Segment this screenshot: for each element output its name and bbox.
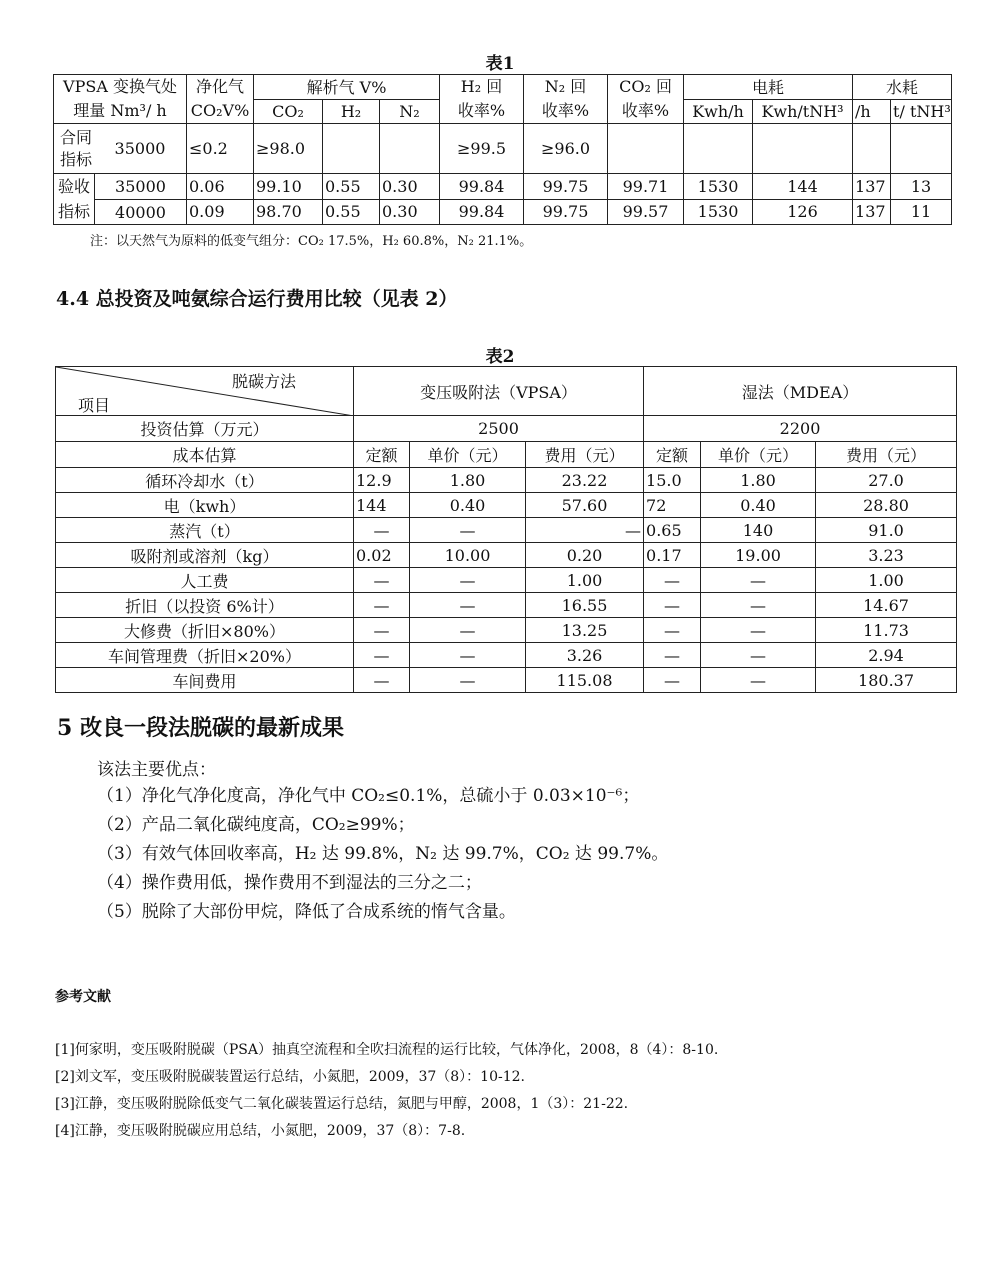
row-label: 车间费用 bbox=[56, 668, 354, 693]
table-cell: — bbox=[354, 618, 410, 643]
table-cell: 99.71 bbox=[608, 174, 684, 200]
references-title: 参考文献 bbox=[55, 989, 111, 1005]
table-cell: 10.00 bbox=[410, 543, 526, 568]
section-heading-5: 5 改良一段法脱碳的最新成果 bbox=[57, 715, 344, 741]
contract-co2v: ≤0.2 bbox=[187, 124, 254, 174]
table-cell: — bbox=[701, 593, 816, 618]
table-cell: 1.00 bbox=[816, 568, 957, 593]
vpsa-header: 变压吸附法（VPSA） bbox=[354, 367, 644, 416]
contract-label: 合同 指标 35000 bbox=[54, 124, 187, 174]
row-label: 蒸汽（t） bbox=[56, 518, 354, 543]
table-cell: 2.94 bbox=[816, 643, 957, 668]
table-cell: 140 bbox=[701, 518, 816, 543]
table-cell: 98.70 bbox=[254, 199, 323, 225]
reference-item: [4]江静，变压吸附脱碳应用总结，小氮肥，2009，37（8）：7-8. bbox=[55, 1123, 466, 1139]
table-cell: 99.84 bbox=[440, 174, 524, 200]
table-cell: 28.80 bbox=[816, 493, 957, 518]
table-cell: — bbox=[644, 643, 701, 668]
table-cell: — bbox=[354, 668, 410, 693]
table-cell: 1.00 bbox=[526, 568, 644, 593]
investment-vpsa: 2500 bbox=[354, 416, 644, 442]
table-cell: 180.37 bbox=[816, 668, 957, 693]
table-cell: 0.09 bbox=[187, 199, 254, 225]
row-label: 大修费（折旧×80%） bbox=[56, 618, 354, 643]
table-cell: — bbox=[410, 593, 526, 618]
table-cell: — bbox=[644, 668, 701, 693]
row-label: 折旧（以投资 6%计） bbox=[56, 593, 354, 618]
col-quota: 定额 bbox=[354, 442, 410, 468]
mdea-header: 湿法（MDEA） bbox=[644, 367, 957, 416]
col-quota: 定额 bbox=[644, 442, 701, 468]
table-row bbox=[54, 174, 952, 200]
table-cell: — bbox=[410, 643, 526, 668]
table-row bbox=[56, 493, 957, 518]
table-cell: — bbox=[701, 618, 816, 643]
table-cell: 13.25 bbox=[526, 618, 644, 643]
list-item: （5）脱除了大部份甲烷，降低了合成系统的惰气含量。 bbox=[97, 902, 516, 922]
table-cell: 0.65 bbox=[644, 518, 701, 543]
list-item: （1）净化气净化度高，净化气中 CO₂≤0.1%，总硫小于 0.03×10⁻⁶； bbox=[97, 786, 640, 806]
desorb-co2-header: CO₂ bbox=[254, 99, 323, 124]
table-cell: 1.80 bbox=[410, 468, 526, 493]
water-per-ton-header: t/ tNH³ bbox=[891, 99, 952, 124]
table-cell: — bbox=[354, 518, 410, 543]
table-cell: — bbox=[354, 568, 410, 593]
reference-item: [2]刘文军，变压吸附脱碳装置运行总结，小氮肥，2009，37（8）：10-12. bbox=[55, 1069, 525, 1085]
accept-label: 验收 指标 35000 40000 bbox=[54, 174, 187, 225]
row-label: 循环冷却水（t） bbox=[56, 468, 354, 493]
water-per-hour-header: /h bbox=[853, 99, 891, 124]
table-row bbox=[56, 518, 957, 543]
contract-h2-recovery: ≥99.5 bbox=[440, 124, 524, 174]
col-cost: 费用（元） bbox=[816, 442, 957, 468]
table-cell: — bbox=[644, 568, 701, 593]
kwh-per-ton-header: Kwh/tNH³ bbox=[753, 99, 853, 124]
table-cell: — bbox=[701, 643, 816, 668]
table-cell: 0.06 bbox=[187, 174, 254, 200]
table-cell: — bbox=[644, 593, 701, 618]
table-cell: 137 bbox=[853, 174, 891, 200]
table-cell: 1530 bbox=[684, 199, 753, 225]
power-consumption-header: 电耗 bbox=[684, 75, 853, 100]
table-cell: 0.40 bbox=[701, 493, 816, 518]
table-cell: 99.57 bbox=[608, 199, 684, 225]
table-cell: 99.84 bbox=[440, 199, 524, 225]
table-cell: — bbox=[410, 668, 526, 693]
table2-caption: 表2 bbox=[485, 347, 515, 367]
table-cell: — bbox=[526, 518, 644, 543]
table-cell: — bbox=[410, 618, 526, 643]
table1-caption: 表1 bbox=[485, 54, 515, 74]
investment-mdea: 2200 bbox=[644, 416, 957, 442]
table-cell: 0.55 bbox=[323, 199, 380, 225]
row-label: 人工费 bbox=[56, 568, 354, 593]
purified-gas-header: 净化气 CO₂V% bbox=[187, 75, 254, 124]
method-label: 脱碳方法 bbox=[232, 372, 297, 391]
table-cell: 99.75 bbox=[524, 174, 608, 200]
table-cell: — bbox=[701, 568, 816, 593]
table-cell: 1530 bbox=[684, 174, 753, 200]
table-cell: 16.55 bbox=[526, 593, 644, 618]
item-label: 项目 bbox=[78, 396, 111, 415]
row-label: 电（kwh） bbox=[56, 493, 354, 518]
table-cell: 23.22 bbox=[526, 468, 644, 493]
vpsa-flow-header: VPSA 变换气处 理量 Nm³/ h bbox=[54, 75, 187, 124]
table-row bbox=[56, 568, 957, 593]
table-cell: 99.75 bbox=[524, 199, 608, 225]
col-price: 单价（元） bbox=[410, 442, 526, 468]
table-row bbox=[56, 668, 957, 693]
co2-recovery-header: CO₂ 回 收率% bbox=[608, 75, 684, 124]
h2-recovery-header: H₂ 回 收率% bbox=[440, 75, 524, 124]
water-consumption-header: 水耗 bbox=[853, 75, 952, 100]
table-cell: 126 bbox=[753, 199, 853, 225]
table-cell: 0.17 bbox=[644, 543, 701, 568]
table-cell: 57.60 bbox=[526, 493, 644, 518]
row-label: 吸附剂或溶剂（kg） bbox=[56, 543, 354, 568]
contract-n2-recovery: ≥96.0 bbox=[524, 124, 608, 174]
col-cost: 费用（元） bbox=[526, 442, 644, 468]
table1 bbox=[53, 74, 952, 225]
n2-recovery-header: N₂ 回 收率% bbox=[524, 75, 608, 124]
contract-desorb-co2: ≥98.0 bbox=[254, 124, 323, 174]
table1-note: 注：以天然气为原料的低变气组分：CO₂ 17.5%，H₂ 60.8%，N₂ 21.1%。 bbox=[90, 234, 533, 249]
kwh-per-hour-header: Kwh/h bbox=[684, 99, 753, 124]
table-cell: 144 bbox=[354, 493, 410, 518]
table-row bbox=[56, 618, 957, 643]
table-cell: 91.0 bbox=[816, 518, 957, 543]
diagonal-header-cell bbox=[56, 367, 354, 416]
table-row bbox=[54, 199, 952, 225]
table-cell: 3.23 bbox=[816, 543, 957, 568]
table-cell: 19.00 bbox=[701, 543, 816, 568]
references-list bbox=[55, 1037, 955, 1145]
table-cell: 27.0 bbox=[816, 468, 957, 493]
table-cell: 144 bbox=[753, 174, 853, 200]
table-cell: — bbox=[701, 668, 816, 693]
reference-item: [1]何家明，变压吸附脱碳（PSA）抽真空流程和全吹扫流程的运行比较，气体净化，2008，8（4）：8-10. bbox=[55, 1042, 719, 1058]
table-cell: 0.40 bbox=[410, 493, 526, 518]
table-cell: 99.10 bbox=[254, 174, 323, 200]
table-row bbox=[56, 593, 957, 618]
table-cell: — bbox=[410, 568, 526, 593]
investment-label: 投资估算（万元） bbox=[56, 416, 354, 442]
table2 bbox=[55, 366, 957, 693]
table-cell: 72 bbox=[644, 493, 701, 518]
list-item: （3）有效气体回收率高，H₂ 达 99.8%，N₂ 达 99.7%，CO₂ 达 99.7%。 bbox=[97, 844, 669, 864]
table-cell: 115.08 bbox=[526, 668, 644, 693]
desorb-h2-header: H₂ bbox=[323, 99, 380, 124]
desorbed-gas-header: 解析气 V% bbox=[254, 75, 440, 100]
advantages-intro: 该法主要优点： bbox=[97, 760, 216, 780]
table-row bbox=[56, 543, 957, 568]
list-item: （2）产品二氧化碳纯度高，CO₂≥99%； bbox=[97, 815, 415, 835]
table-cell: 0.20 bbox=[526, 543, 644, 568]
cost-estimate-label: 成本估算 bbox=[56, 442, 354, 468]
table-row bbox=[56, 643, 957, 668]
section-heading-4-4: 4.4 总投资及吨氨综合运行费用比较（见表 2） bbox=[56, 288, 458, 310]
table-cell: 13 bbox=[891, 174, 952, 200]
accept-flow-1: 35000 bbox=[95, 174, 186, 200]
table-cell: 14.67 bbox=[816, 593, 957, 618]
table-cell: 0.30 bbox=[380, 174, 440, 200]
table-cell: 15.0 bbox=[644, 468, 701, 493]
contract-flow: 35000 bbox=[114, 138, 166, 158]
col-price: 单价（元） bbox=[701, 442, 816, 468]
table-cell: 0.55 bbox=[323, 174, 380, 200]
table-cell: 0.30 bbox=[380, 199, 440, 225]
list-item: （4）操作费用低，操作费用不到湿法的三分之二； bbox=[97, 873, 482, 893]
row-label: 车间管理费（折旧×20%） bbox=[56, 643, 354, 668]
desorb-n2-header: N₂ bbox=[380, 99, 440, 124]
table-cell: 11.73 bbox=[816, 618, 957, 643]
table-cell: — bbox=[644, 618, 701, 643]
table-cell: 0.02 bbox=[354, 543, 410, 568]
table-cell: 1.80 bbox=[701, 468, 816, 493]
accept-flow-2: 40000 bbox=[115, 203, 166, 222]
table-cell: 11 bbox=[891, 199, 952, 225]
reference-item: [3]江静，变压吸附脱除低变气二氧化碳装置运行总结，氮肥与甲醇，2008，1（3）：21-22. bbox=[55, 1096, 629, 1112]
table-cell: — bbox=[354, 593, 410, 618]
table-cell: — bbox=[410, 518, 526, 543]
table-row bbox=[56, 468, 957, 493]
table-cell: — bbox=[354, 643, 410, 668]
table-cell: 12.9 bbox=[354, 468, 410, 493]
advantages-list bbox=[97, 782, 957, 927]
table-cell: 137 bbox=[853, 199, 891, 225]
table-cell: 3.26 bbox=[526, 643, 644, 668]
